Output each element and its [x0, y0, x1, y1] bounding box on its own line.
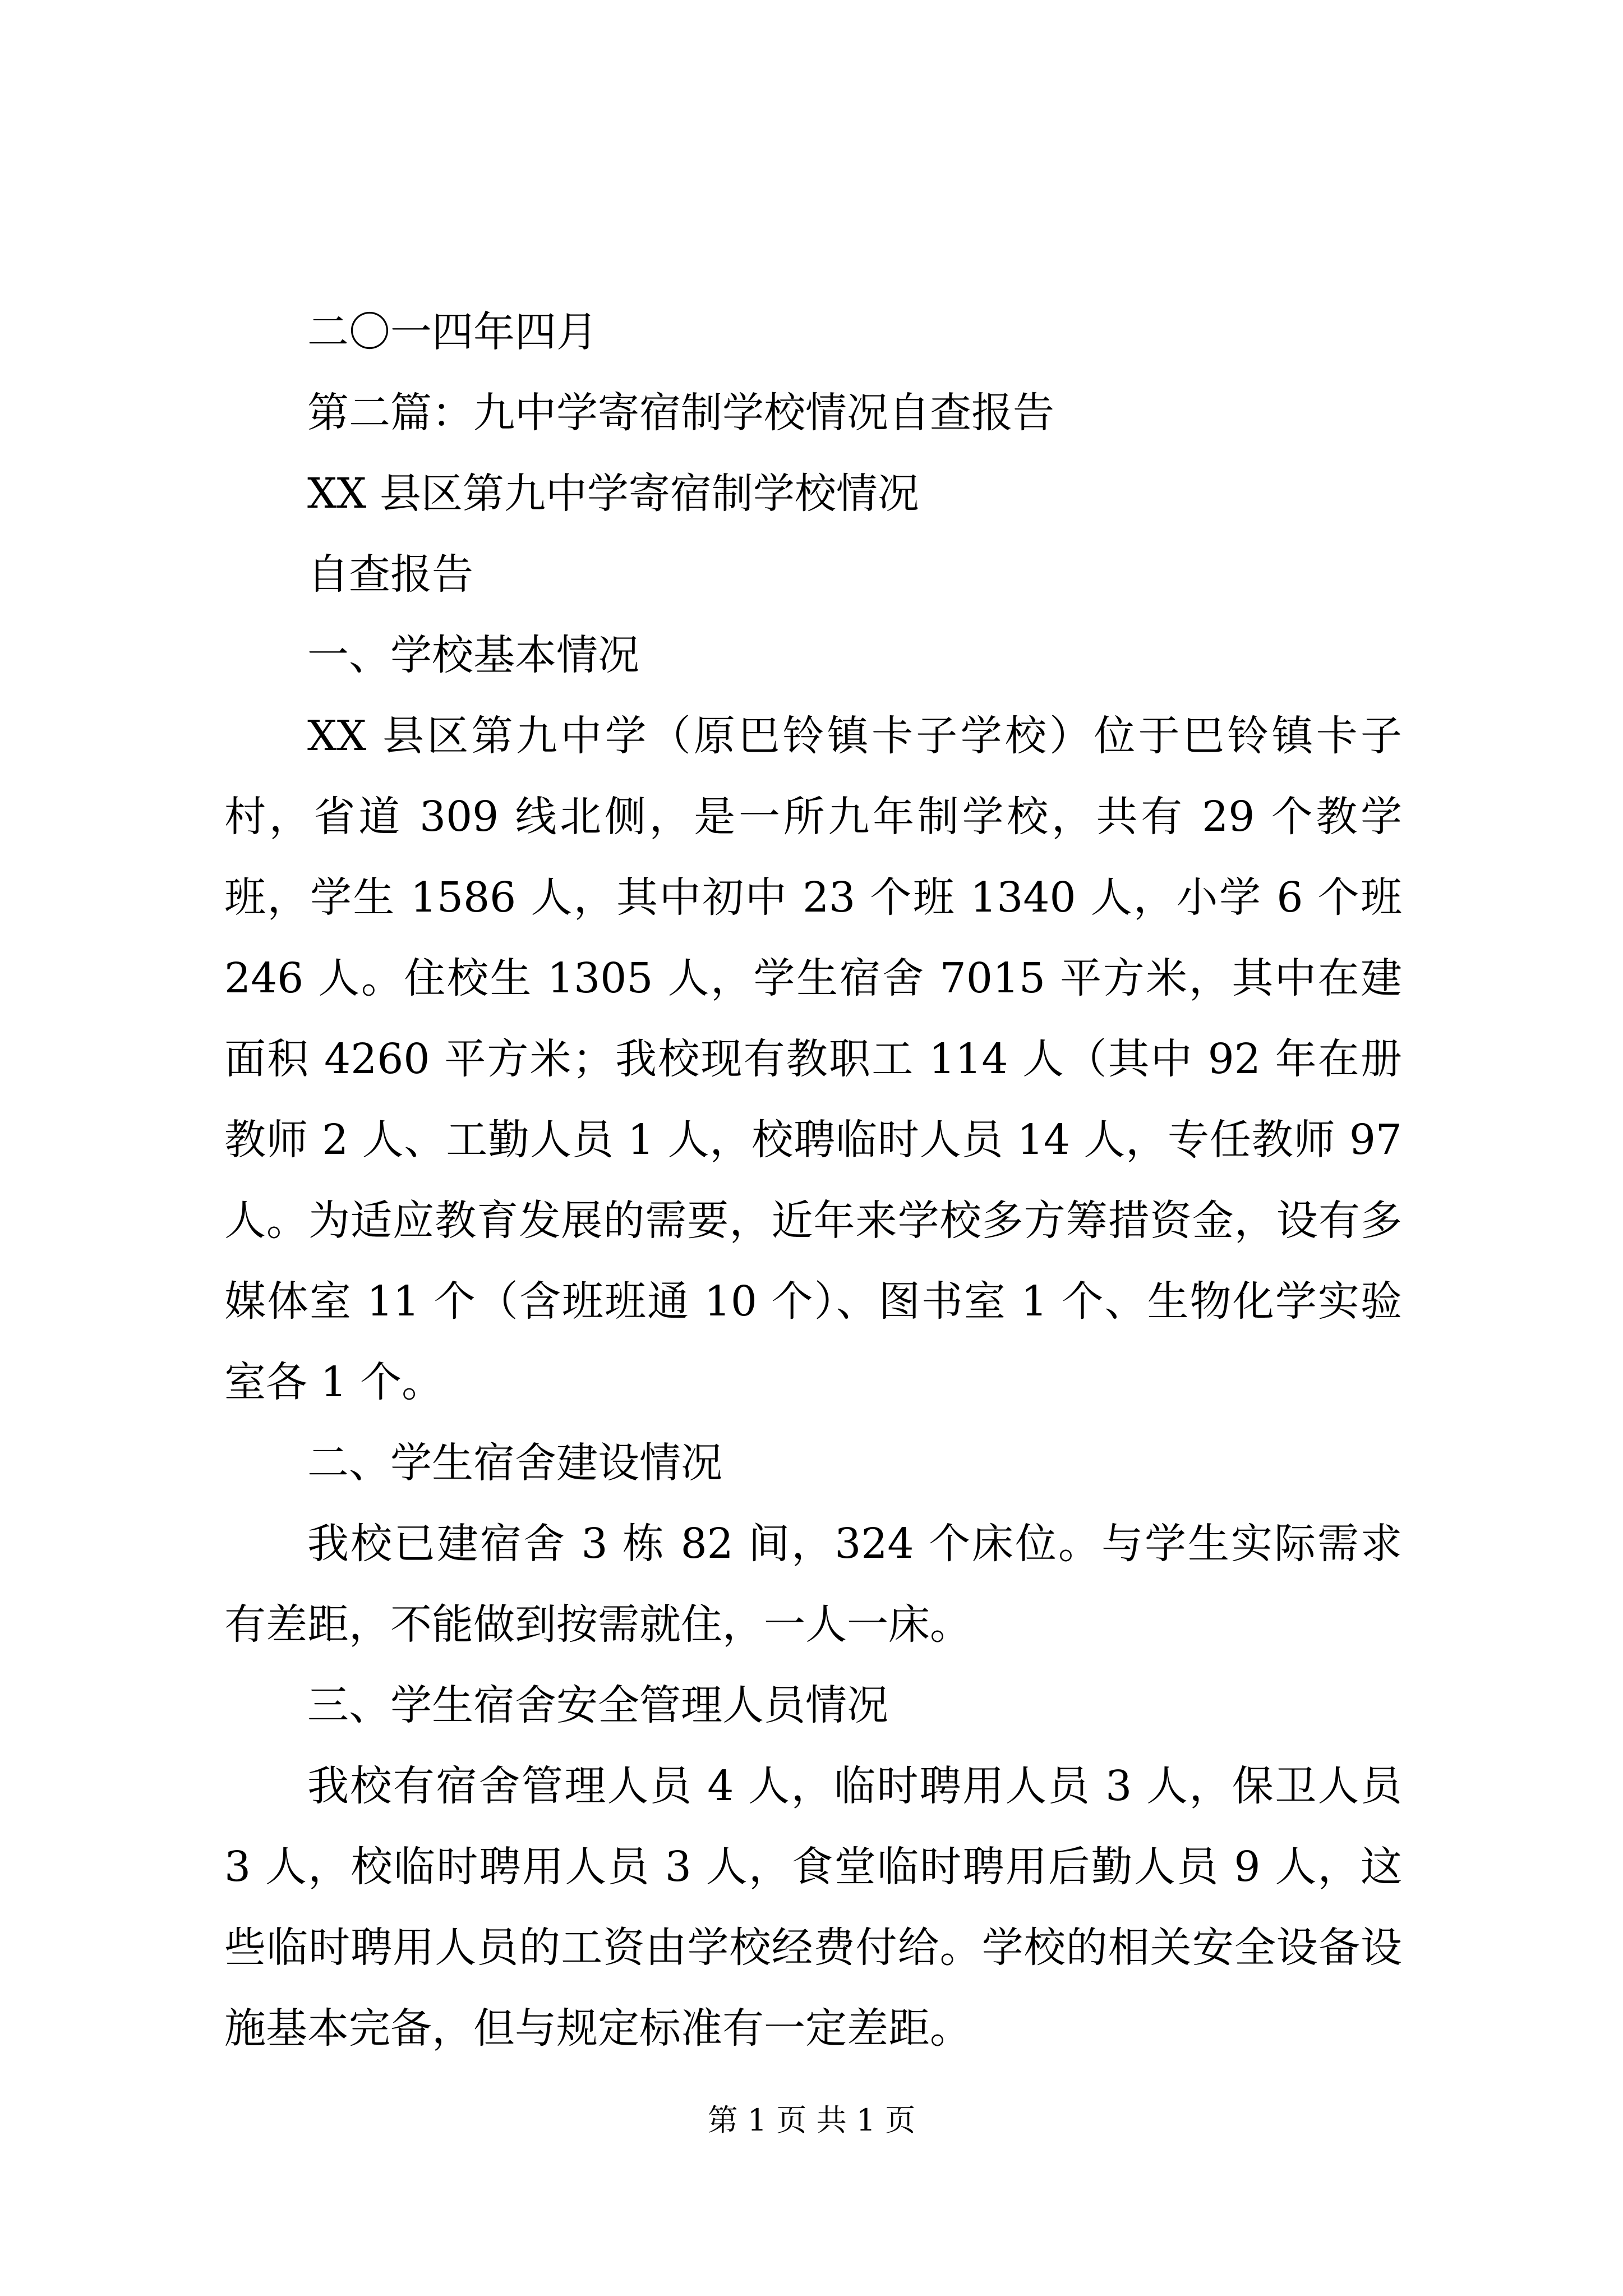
report-title-line-2: 自查报告: [307, 550, 473, 599]
section-3-body: 我校有宿舍管理人员 4 人，临时聘用人员 3 人，保卫人员 3 人，校临时聘用人员 3 人，食堂临时聘用后勤人员 9 人，这些临时聘用人员的工资由学校经费付给。学校的相关安全设备设施基本完备，但与规定标准有一定差距。: [224, 1762, 1402, 2053]
chapter-title: 第二篇：九中学寄宿制学校情况自查报告: [307, 389, 1054, 437]
section-1-body: XX 县区第九中学（原巴铃镇卡子学校）位于巴铃镇卡子村，省道 309 线北侧，是一所九年制学校，共有 29 个教学班，学生 1586 人，其中初中 23 个班 1340 人，小学 6 个班 246 人。住校生 1305 人，学生宿舍 7015 平方米，其中在建面积 4260 平方米；我校现有教职工 114 人（其中 92 年在册教师 2 人、工勤人员 1 人，校聘临时人员 14 人，专任教师 97 人。为适应教育发展的需要，近年来学校多方筹措资金，设有多媒体室 11 个（含班班通 10 个）、图书室 1 个、生物化学实验室各 1 个。: [224, 712, 1402, 1406]
section-2-body: 我校已建宿舍 3 栋 82 间，324 个床位。与学生实际需求有差距，不能做到按需就住，一人一床。: [224, 1520, 1402, 1649]
section-1-heading: 一、学校基本情况: [307, 631, 639, 679]
section-3-heading: 三、学生宿舍安全管理人员情况: [307, 1681, 888, 1729]
report-title-line-1: XX 县区第九中学寄宿制学校情况: [307, 470, 919, 518]
date-line: 二〇一四年四月: [307, 308, 598, 356]
document-body: [224, 292, 1402, 2069]
page-footer: 第 1 页 共 1 页: [707, 2102, 916, 2138]
section-2-heading: 二、学生宿舍建设情况: [307, 1439, 722, 1487]
